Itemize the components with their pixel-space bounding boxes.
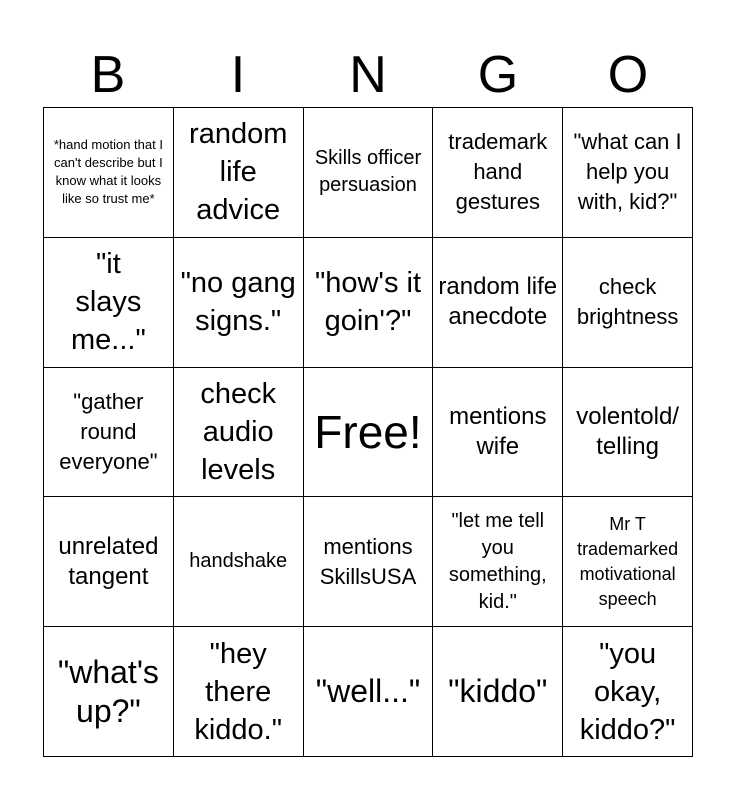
bingo-cell[interactable] xyxy=(174,238,304,368)
bingo-cell[interactable] xyxy=(304,238,434,368)
bingo-cell[interactable] xyxy=(433,108,563,238)
bingo-cell[interactable] xyxy=(44,368,174,498)
bingo-cell-text: *hand motion that I can't describe but I know what it looks like so trust me* xyxy=(53,137,163,207)
bingo-cell[interactable] xyxy=(304,108,434,238)
bingo-cell-text: "well..." xyxy=(315,673,421,710)
bingo-cell[interactable] xyxy=(44,108,174,238)
header-letter-o: O xyxy=(607,46,649,104)
bingo-cell-free[interactable] xyxy=(304,368,434,498)
bingo-cell[interactable] xyxy=(44,627,174,757)
header-letter-n: N xyxy=(349,46,387,104)
bingo-cell[interactable] xyxy=(563,238,693,368)
header-letter-b: B xyxy=(90,46,126,104)
bingo-cell-text: "hey there kiddo." xyxy=(194,637,283,746)
bingo-cell-text: "what's up?" xyxy=(57,653,159,729)
bingo-cell-text: mentions SkillsUSA xyxy=(319,533,417,589)
bingo-cell-text: "gather round everyone" xyxy=(59,388,158,474)
bingo-cell-text: "no gang signs." xyxy=(180,267,296,338)
bingo-cell-text: Mr T trademarked motivational speech xyxy=(577,513,679,609)
bingo-cell-text: "how's it goin'?" xyxy=(314,267,422,338)
header-letter-i: I xyxy=(230,46,246,104)
bingo-cell-text: Skills officer persuasion xyxy=(314,147,422,197)
bingo-cell-text: check audio levels xyxy=(200,377,277,486)
bingo-cell[interactable] xyxy=(44,238,174,368)
bingo-cell[interactable] xyxy=(433,238,563,368)
bingo-cell[interactable] xyxy=(174,368,304,498)
bingo-cell-text: random life anecdote xyxy=(438,273,558,331)
bingo-cell-text: check brightness xyxy=(576,274,679,330)
bingo-cell-text: "you okay, kiddo?" xyxy=(579,637,676,746)
bingo-cell-text: "kiddo" xyxy=(448,673,548,710)
header-letter-g: G xyxy=(477,46,519,104)
bingo-cell[interactable] xyxy=(563,368,693,498)
bingo-cell[interactable] xyxy=(304,497,434,627)
bingo-cell-text: trademark hand gestures xyxy=(448,129,548,215)
bingo-cell-text: unrelated tangent xyxy=(58,532,159,590)
bingo-cell[interactable] xyxy=(433,627,563,757)
bingo-cell[interactable] xyxy=(563,108,693,238)
bingo-cell[interactable] xyxy=(174,627,304,757)
bingo-cell-text: "let me tell you something, kid." xyxy=(448,509,547,613)
bingo-cell[interactable] xyxy=(563,627,693,757)
bingo-cell[interactable] xyxy=(304,627,434,757)
bingo-cell[interactable] xyxy=(433,497,563,627)
bingo-cell[interactable] xyxy=(174,497,304,627)
bingo-card-grid xyxy=(43,107,693,757)
bingo-cell-text: handshake xyxy=(189,550,288,573)
bingo-cell[interactable] xyxy=(563,497,693,627)
bingo-cell-text: volentold/ telling xyxy=(576,402,679,460)
bingo-header xyxy=(43,42,693,108)
bingo-cell[interactable] xyxy=(433,368,563,498)
bingo-cell-text: random life advice xyxy=(189,118,288,227)
bingo-cell-text: mentions wife xyxy=(449,402,547,460)
bingo-cell-text: Free! xyxy=(314,405,422,458)
bingo-cell[interactable] xyxy=(44,497,174,627)
bingo-cell[interactable] xyxy=(174,108,304,238)
bingo-cell-text: "what can I help you with, kid?" xyxy=(573,129,682,215)
bingo-cell-text: "it slays me..." xyxy=(71,248,146,357)
